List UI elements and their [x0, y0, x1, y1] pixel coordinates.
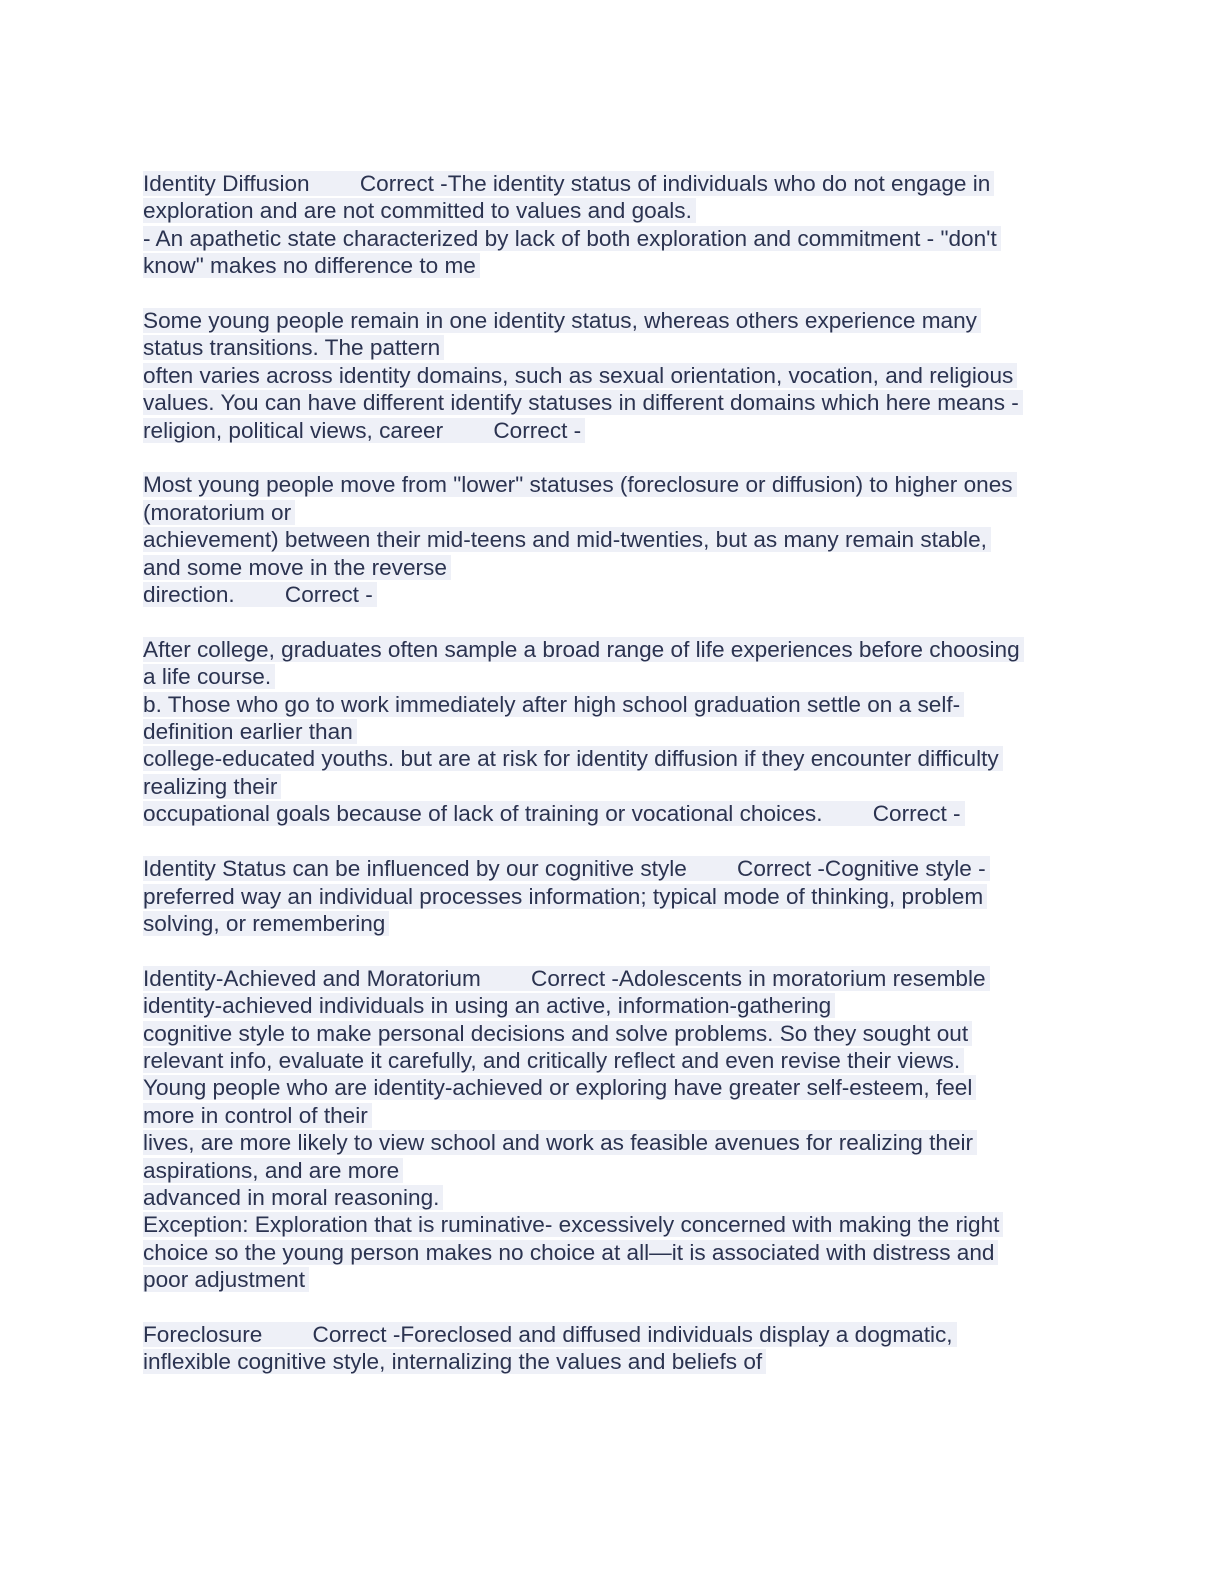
- text-line: Most young people move from "lower" statuses (foreclosure or diffusion) to higher ones: [143, 471, 1083, 498]
- text-line: poor adjustment: [143, 1266, 1083, 1293]
- text-line: cognitive style to make personal decisions and solve problems. So they sought out: [143, 1020, 1083, 1047]
- block-gap: [143, 444, 1083, 471]
- card-foreclosure: [143, 1321, 1083, 1376]
- text-line: Young people who are identity-achieved or exploring have greater self-esteem, feel: [143, 1074, 1083, 1101]
- text-line: and some move in the reverse: [143, 554, 1083, 581]
- block-gap: [143, 608, 1083, 635]
- text-line: more in control of their: [143, 1102, 1083, 1129]
- text-line: Foreclosure Correct -Foreclosed and diffused individuals display a dogmatic,: [143, 1321, 1083, 1348]
- text-line: know" makes no difference to me: [143, 252, 1083, 279]
- text-line: (moratorium or: [143, 499, 1083, 526]
- card-after-college: [143, 636, 1083, 828]
- text-line: b. Those who go to work immediately after high school graduation settle on a self-: [143, 691, 1083, 718]
- text-line: choice so the young person makes no choice at all—it is associated with distress and: [143, 1239, 1083, 1266]
- text-line: occupational goals because of lack of training or vocational choices. Correct -: [143, 800, 1083, 827]
- document-page: [143, 170, 1083, 1376]
- text-line: exploration and are not committed to values and goals.: [143, 197, 1083, 224]
- text-line: After college, graduates often sample a broad range of life experiences before choosing: [143, 636, 1083, 663]
- text-line: college-educated youths. but are at risk for identity diffusion if they encounter difficulty: [143, 745, 1083, 772]
- text-line: a life course.: [143, 663, 1083, 690]
- text-line: aspirations, and are more: [143, 1157, 1083, 1184]
- text-line: relevant info, evaluate it carefully, and critically reflect and even revise their views.: [143, 1047, 1083, 1074]
- card-identity-diffusion: [143, 170, 1083, 280]
- text-line: - An apathetic state characterized by lack of both exploration and commitment - "don't: [143, 225, 1083, 252]
- text-line: direction. Correct -: [143, 581, 1083, 608]
- text-line: achievement) between their mid-teens and mid-twenties, but as many remain stable,: [143, 526, 1083, 553]
- text-line: identity-achieved individuals in using an active, information-gathering: [143, 992, 1083, 1019]
- text-line: values. You can have different identify statuses in different domains which here means -: [143, 389, 1083, 416]
- block-gap: [143, 1294, 1083, 1321]
- text-line: Identity Status can be influenced by our cognitive style Correct -Cognitive style -: [143, 855, 1083, 882]
- text-line: status transitions. The pattern: [143, 334, 1083, 361]
- text-line: lives, are more likely to view school and work as feasible avenues for realizing their: [143, 1129, 1083, 1156]
- block-gap: [143, 828, 1083, 855]
- card-achieved-moratorium: [143, 965, 1083, 1294]
- block-gap: [143, 280, 1083, 307]
- card-status-movement: [143, 471, 1083, 608]
- text-line: preferred way an individual processes information; typical mode of thinking, problem: [143, 883, 1083, 910]
- text-line: Identity-Achieved and Moratorium Correct -Adolescents in moratorium resemble: [143, 965, 1083, 992]
- card-cognitive-style: [143, 855, 1083, 937]
- text-line: religion, political views, career Correct -: [143, 417, 1083, 444]
- card-status-transitions: [143, 307, 1083, 444]
- text-line: often varies across identity domains, such as sexual orientation, vocation, and religious: [143, 362, 1083, 389]
- text-line: Some young people remain in one identity status, whereas others experience many: [143, 307, 1083, 334]
- text-line: Identity Diffusion Correct -The identity status of individuals who do not engage in: [143, 170, 1083, 197]
- text-line: realizing their: [143, 773, 1083, 800]
- block-gap: [143, 937, 1083, 964]
- text-line: advanced in moral reasoning.: [143, 1184, 1083, 1211]
- text-line: solving, or remembering: [143, 910, 1083, 937]
- text-line: definition earlier than: [143, 718, 1083, 745]
- text-line: Exception: Exploration that is ruminative- excessively concerned with making the right: [143, 1211, 1083, 1238]
- text-line: inflexible cognitive style, internalizing the values and beliefs of: [143, 1348, 1083, 1375]
